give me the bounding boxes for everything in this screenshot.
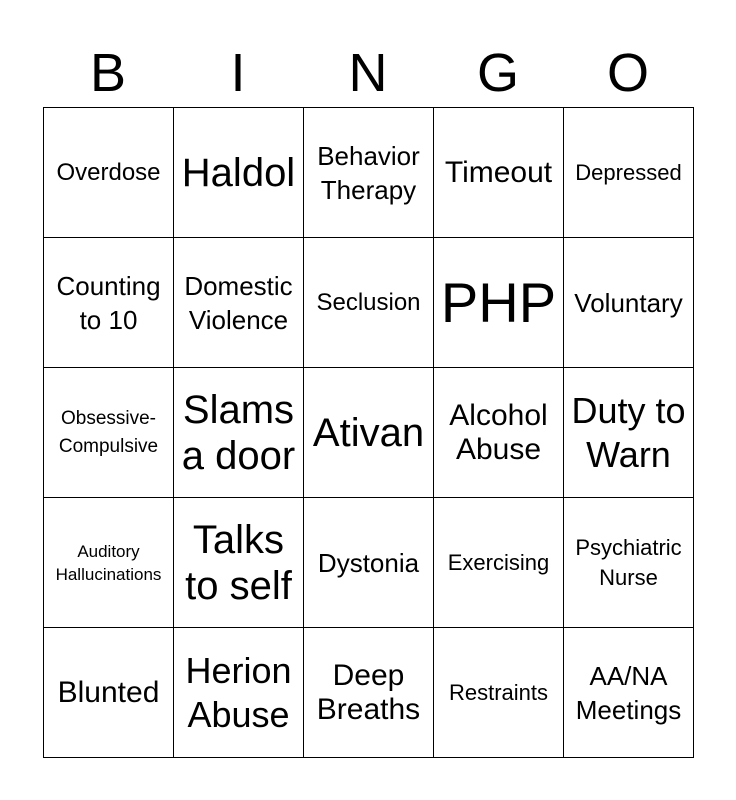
- header-letter-i: I: [230, 43, 246, 103]
- bingo-cell-1-1[interactable]: [44, 108, 174, 238]
- cell-label: Blunted: [57, 675, 160, 709]
- bingo-cell-4-2[interactable]: [174, 498, 304, 628]
- cell-label: Ativan: [312, 410, 425, 455]
- cell-label: PHP: [440, 270, 557, 334]
- bingo-cell-5-1[interactable]: [44, 628, 174, 758]
- cell-label: Domestic Violence: [184, 270, 293, 335]
- cell-label: Duty to Warn: [571, 389, 686, 475]
- bingo-cell-2-2[interactable]: [174, 238, 304, 368]
- bingo-cell-4-3[interactable]: [304, 498, 434, 628]
- bingo-cell-3-3[interactable]: [304, 368, 434, 498]
- bingo-cell-2-1[interactable]: [44, 238, 174, 368]
- cell-label: Haldol: [181, 150, 296, 195]
- header-letter-n: N: [348, 43, 388, 103]
- bingo-cell-4-5[interactable]: [564, 498, 694, 628]
- bingo-cell-1-4[interactable]: [434, 108, 564, 238]
- cell-label: Voluntary: [574, 287, 683, 318]
- cell-label: Counting to 10: [56, 270, 161, 335]
- cell-label: Talks to self: [185, 517, 292, 608]
- bingo-cell-4-1[interactable]: [44, 498, 174, 628]
- cell-label: Restraints: [448, 679, 549, 705]
- header-letter-g: G: [476, 43, 519, 103]
- bingo-cell-5-4[interactable]: [434, 628, 564, 758]
- cell-label: Auditory Hallucinations: [55, 541, 162, 584]
- cell-label: AA/NA Meetings: [575, 660, 682, 725]
- cell-label: Deep Breaths: [316, 658, 421, 726]
- bingo-cell-2-4[interactable]: [434, 238, 564, 368]
- cell-label: Depressed: [575, 159, 682, 185]
- cell-label: Timeout: [444, 155, 553, 189]
- cell-label: Herion Abuse: [185, 649, 292, 735]
- bingo-cell-3-2[interactable]: [174, 368, 304, 498]
- cell-label: Slams a door: [181, 387, 296, 478]
- bingo-cell-5-2[interactable]: [174, 628, 304, 758]
- bingo-cell-1-5[interactable]: [564, 108, 694, 238]
- cell-label: Dystonia: [317, 547, 420, 578]
- cell-label: Exercising: [447, 549, 550, 575]
- cell-label: Obsessive- Compulsive: [58, 407, 159, 457]
- bingo-cell-5-3[interactable]: [304, 628, 434, 758]
- bingo-header: [43, 40, 693, 106]
- header-letter-b: B: [89, 43, 127, 103]
- cell-label: Overdose: [56, 158, 161, 186]
- cell-label: Behavior Therapy: [317, 140, 420, 205]
- bingo-cell-2-5[interactable]: [564, 238, 694, 368]
- cell-label: Seclusion: [316, 288, 421, 316]
- bingo-cell-1-2[interactable]: [174, 108, 304, 238]
- bingo-cell-1-3[interactable]: [304, 108, 434, 238]
- cell-label: Alcohol Abuse: [449, 398, 548, 466]
- bingo-cell-3-1[interactable]: [44, 368, 174, 498]
- bingo-cell-5-5[interactable]: [564, 628, 694, 758]
- bingo-cell-3-4[interactable]: [434, 368, 564, 498]
- bingo-cell-2-3[interactable]: [304, 238, 434, 368]
- header-letter-o: O: [606, 43, 649, 103]
- cell-label: Psychiatric Nurse: [575, 534, 682, 590]
- bingo-cell-3-5[interactable]: [564, 368, 694, 498]
- bingo-grid: [43, 107, 694, 758]
- bingo-cell-4-4[interactable]: [434, 498, 564, 628]
